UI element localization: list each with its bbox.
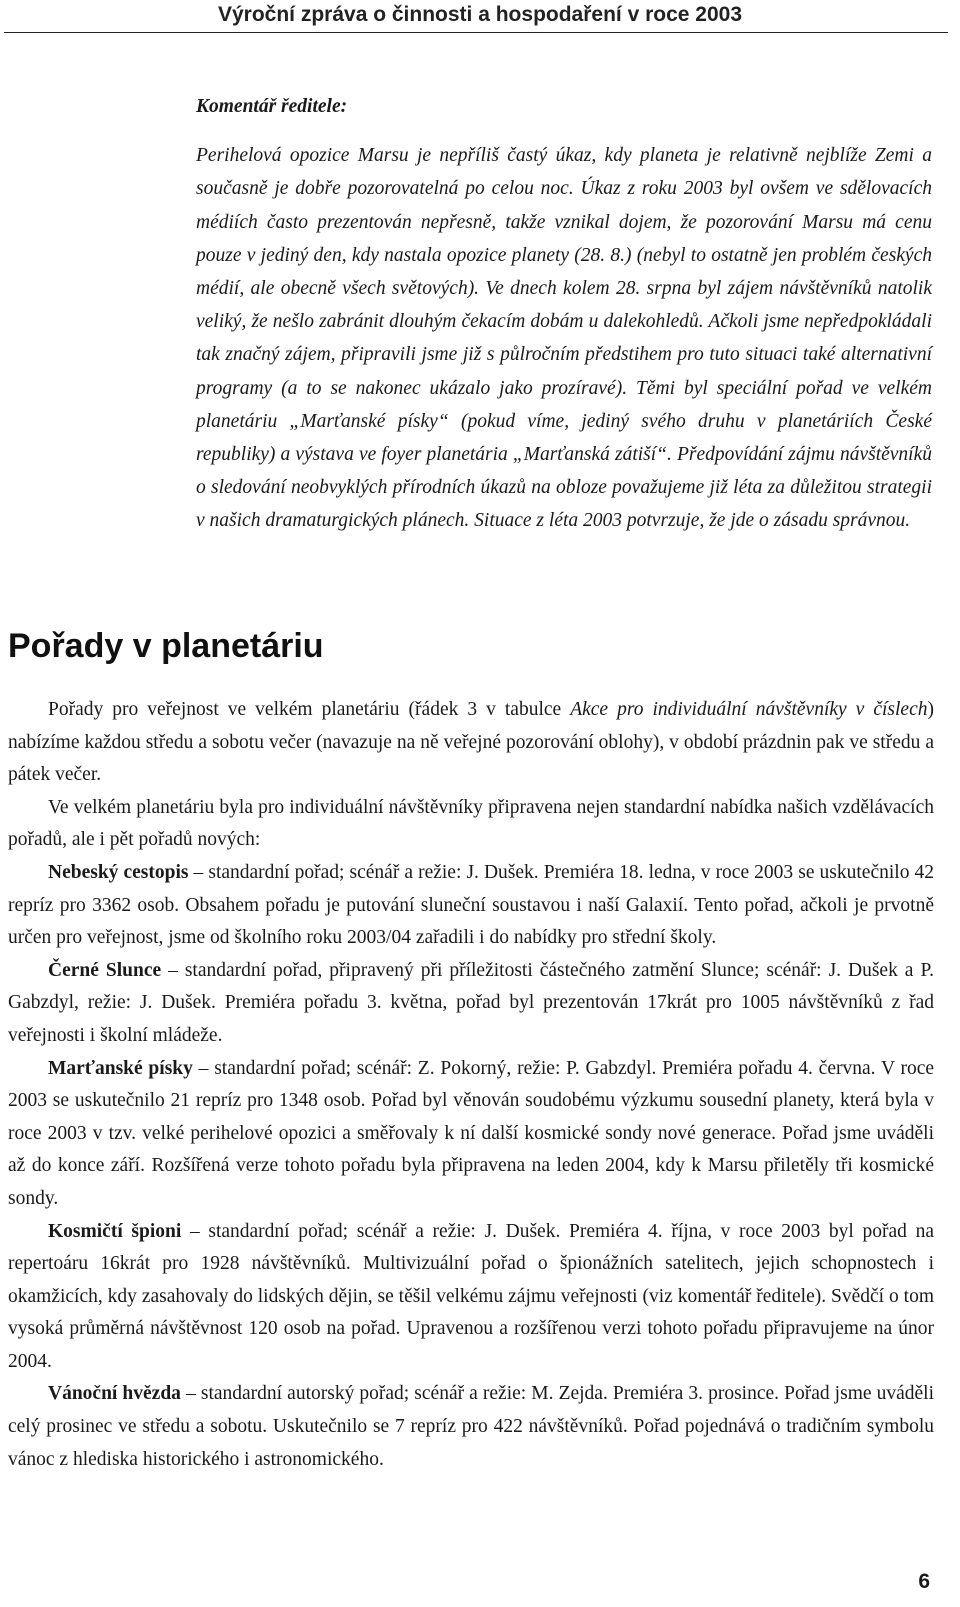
header-divider xyxy=(4,32,948,33)
program-paragraph-kosmicti-spioni xyxy=(8,1216,934,1379)
program-description: – standardní pořad, připravený při příležitosti částečného zatmění Slunce; scénář: J. Dušek a P. Gabzdyl, režie: J. Dušek. Premiéra pořadu 3. května, pořad byl prezentován 17krát pro 1005 návštěvníků z řad veřejnosti i školní mládeže. xyxy=(8,959,934,1046)
program-description: – standardní pořad; scénář a režie: J. Dušek. Premiéra 18. ledna, v roce 2003 se uskutečnilo 42 repríz pro 3362 osob. Obsahem pořadu je putování sluneční soustavou i naší Galaxií. Tento pořad, ačkoli je prvotně určen pro veřejnost, jsme od školního roku 2003/04 zařadili i do nabídky pro střední školy. xyxy=(8,861,935,949)
program-paragraph-martanske-pisky xyxy=(8,1053,934,1216)
program-title: Marťanské písky xyxy=(48,1057,193,1079)
section-heading: Pořady v planetáriu xyxy=(8,627,324,665)
comment-text: Perihelová opozice Marsu je nepříliš častý úkaz, kdy planeta je relativně nejblíže Zemi a současně je dobře pozorovatelná po celou noc. Úkaz z roku 2003 byl ovšem ve sdělovacích médiích často prezentován nepřesně, takže vznikal dojem, že pozorování Marsu má cenu pouze v jediný den, kdy nastala opozice planety (28. 8.) (nebyl to ostatně jen problém českých médií, ale obecně všech světových). Ve dnech kolem 28. srpna byl zájem návštěvníků natolik veliký, že nešlo zabránit dlouhým čekacím dobám u dalekohledů. Ačkoli jsme nepředpokládali tak značný zájem, připravili jsme již s půlročním předstihem pro tuto situaci také alternativní programy (a to se nakonec ukázalo jako prozíravé). Těmi byl speciální pořad ve velkém planetáriu „Marťanské písky“ (pokud víme, jediný svého druhu v planetáriích České republiky) a výstava ve foyer planetária „Marťanská zátiší“. Předpovídání zájmu návštěvníků o sledování neobvyklých přírodních úkazů na obloze považujeme již léta za důležitou strategii v našich dramaturgických plánech. Situace z léta 2003 potvrzuje, že jde o zásadu správnou. xyxy=(196,145,932,532)
page-number: 6 xyxy=(918,1570,930,1593)
intro-text-end: ) nabízíme každou středu a sobotu večer (navazuje na ně veřejné pozorování oblohy), v období prázdnin pak ve středu a pátek večer. xyxy=(8,699,934,786)
program-paragraph-vanocni-hvezda xyxy=(8,1378,934,1476)
program-description: – standardní pořad; scénář a režie: J. Dušek. Premiéra 4. října, v roce 2003 byl pořad na repertoáru 16krát pro 1928 návštěvníků. Multivizuální pořad o špionážních satelitech, jejich schopnostech i okamžicích, kdy zasahovaly do lidských dějin, se těšil velkému zájmu veřejnosti (viz komentář ředitele). Svědčí o tom vysoká průměrná návštěvnost 120 osob na pořad. Upravenou a rozšířenou verzi tohoto pořadu připravujeme na únor 2004. xyxy=(8,1220,934,1372)
program-title: Kosmičtí špioni xyxy=(48,1220,182,1242)
program-description: – standardní autorský pořad; scénář a režie: M. Zejda. Premiéra 3. prosince. Pořad jsme uváděli celý prosinec ve středu a sobotu. Uskutečnilo se 7 repríz pro 422 návštěvníků. Pořad pojednává o tradičním symbolu vánoc z hlediska historického i astronomického. xyxy=(8,1383,934,1470)
intro-table-reference: Akce pro individuální návštěvníky v číslech xyxy=(570,699,928,720)
program-description: – standardní pořad; scénář: Z. Pokorný, režie: P. Gabzdyl. Premiéra pořadu 4. června. V roce 2003 se uskutečnilo 21 repríz pro 1348 osob. Pořad byl věnován soudobému výzkumu sousední planety, která byla v roce 2003 v tzv. velké perihelové opozici a směřovaly k ní další kosmické sondy nové generace. Pořad jsme uváděli až do konce září. Rozšířená verze tohoto pořadu byla připravena na leden 2004, kdy k Marsu přiletěly tři kosmické sondy. xyxy=(8,1057,935,1209)
running-header: Výroční zpráva o činnosti a hospodaření v roce 2003 xyxy=(217,3,742,26)
program-paragraph-cerne-slunce xyxy=(8,955,934,1053)
intro-text-start: Pořady pro veřejnost ve velkém planetáriu (řádek 3 v tabulce xyxy=(48,699,571,720)
comment-title: Komentář ředitele: xyxy=(196,96,348,117)
overview-paragraph: Ve velkém planetáriu byla pro individuální návštěvníky připravena nejen standardní nabídka našich vzdělávacích pořadů, ale i pět pořadů nových: xyxy=(8,796,934,851)
director-comment xyxy=(196,90,932,538)
program-title: Černé Slunce xyxy=(48,959,162,981)
program-paragraph-nebesky-cestopis xyxy=(8,857,934,955)
program-title: Vánoční hvězda xyxy=(48,1383,181,1405)
program-title: Nebeský cestopis xyxy=(48,861,189,883)
section-body xyxy=(8,694,934,1476)
intro-paragraph xyxy=(8,694,934,792)
